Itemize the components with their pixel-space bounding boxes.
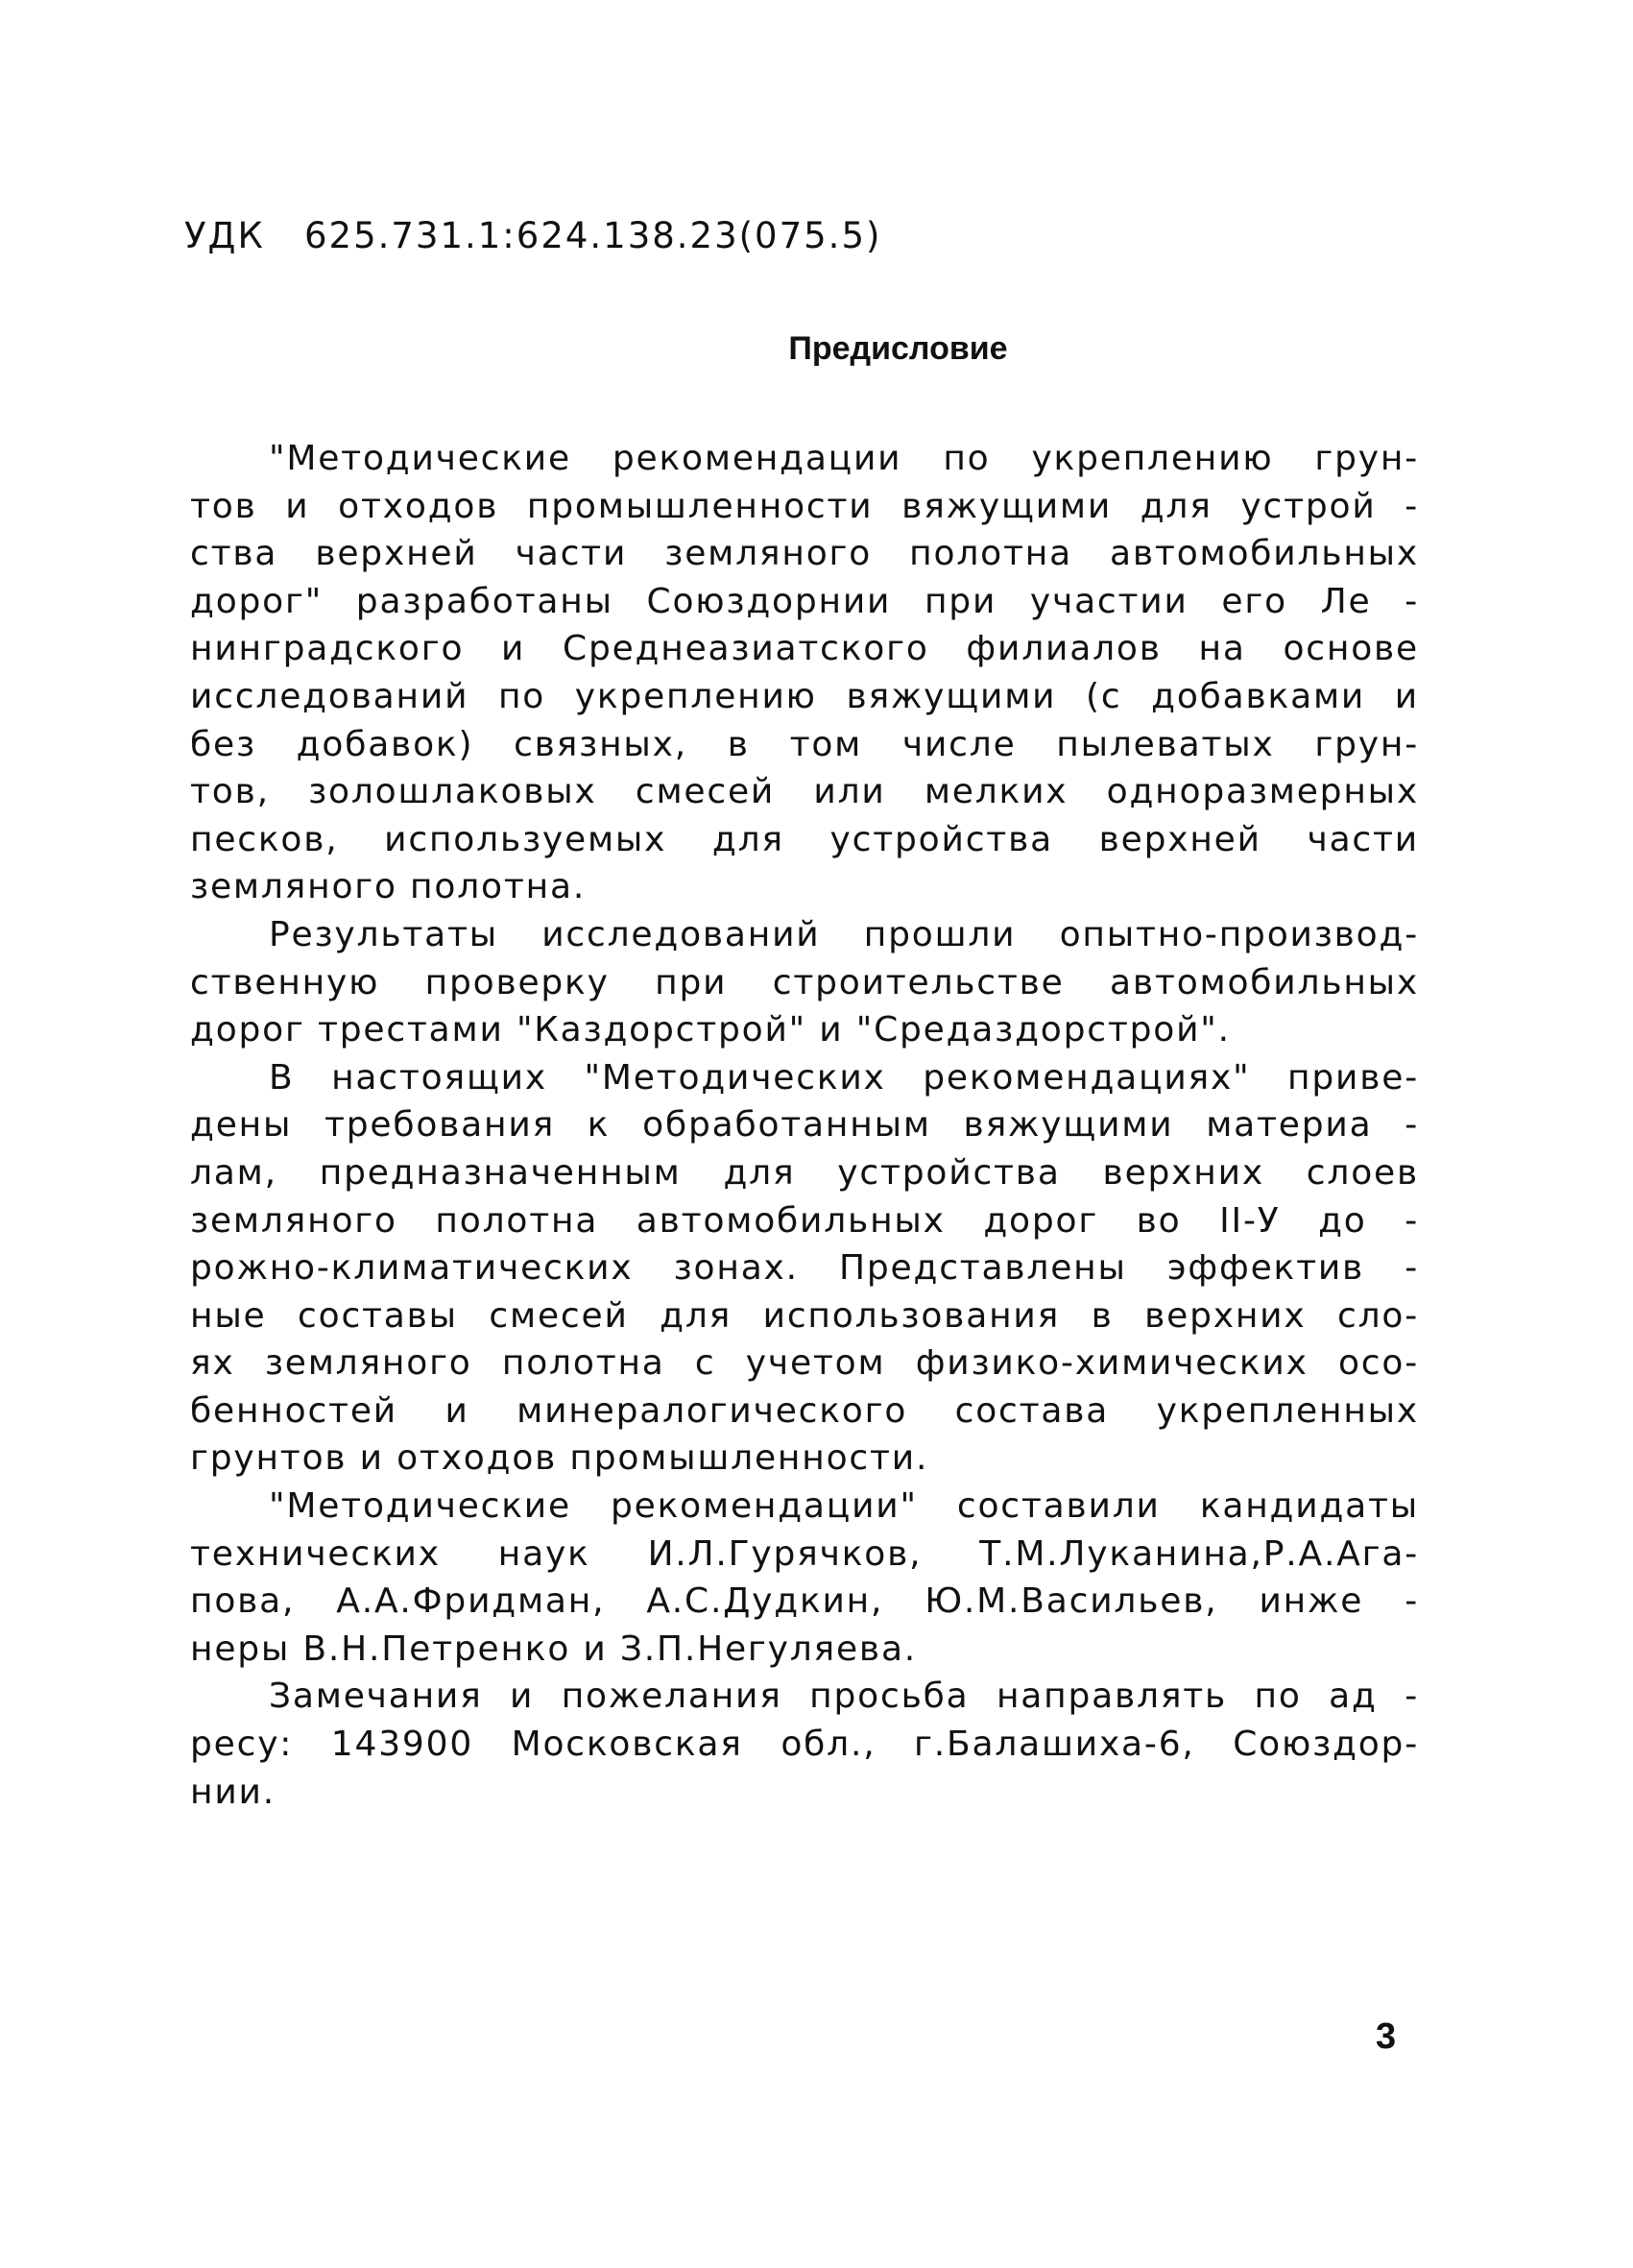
text-line: Результаты исследований прошли опытно-производ- [269,914,1419,954]
text-line: дорог трестами "Каздорстрой" и "Средаздорстрой". [190,1010,1231,1050]
text-line: бенностей и минералогического состава укрепленных [190,1390,1419,1431]
text-line: земляного полотна автомобильных дорог во II-У до - [190,1200,1419,1241]
text-line: технических наук И.Л.Гурячков, Т.М.Луканина,Р.А.Ага- [190,1533,1419,1574]
text-line: дорог" разработаны Союздорнии при участии его Ле - [190,581,1419,621]
paragraph-4 [190,1483,1419,1673]
page-number: 3 [1376,2016,1397,2057]
text-line: тов и отходов промышленности вяжущими для устрой - [190,486,1419,526]
text-line: ственную проверку при строительстве автомобильных [190,962,1419,1002]
text-line: пова, А.А.Фридман, А.С.Дудкин, Ю.М.Васильев, инже - [190,1581,1419,1622]
text-line: ства верхней части земляного полотна автомобильных [190,534,1419,574]
udk-code: УДК 625.731.1:624.138.23(075.5) [184,215,882,256]
text-line: тов, золошлаковых смесей или мелких одноразмерных [190,772,1419,812]
text-line: "Методические рекомендации" составили кандидаты [269,1486,1419,1527]
paragraph-2 [190,911,1419,1054]
text-line: нинградского и Среднеазиатского филиалов на основе [190,629,1419,669]
text-line: земляного полотна. [190,867,587,907]
text-line: дены требования к обработанным вяжущими материа - [190,1105,1419,1146]
text-line: без добавок) связных, в том числе пылеватых грун- [190,724,1419,764]
text-line: неры В.Н.Петренко и З.П.Негуляева. [190,1629,918,1669]
page-title: Предисловие [788,330,1008,367]
text-line: лам, предназначенным для устройства верхних слоев [190,1152,1419,1193]
text-line: Замечания и пожелания просьба направлять по ад - [269,1677,1419,1717]
preface-text [190,435,1419,1816]
text-line: исследований по укреплению вяжущими (с добавками и [190,676,1419,716]
text-line: "Методические рекомендации по укреплению грун- [269,439,1419,478]
text-line: ях земляного полотна с учетом физико-химических осо- [190,1343,1419,1384]
text-line: В настоящих "Методических рекомендациях" приве- [269,1057,1419,1098]
text-line: грунтов и отходов промышленности. [190,1438,929,1479]
paragraph-1 [190,435,1419,911]
text-line: ресу: 143900 Московская обл., г.Балашиха-6, Союздор- [190,1725,1419,1765]
text-line: песков, используемых для устройства верхней части [190,819,1419,859]
paragraph-5 [190,1673,1419,1816]
text-line: ные составы смесей для использования в верхних сло- [190,1295,1419,1336]
paragraph-3 [190,1054,1419,1483]
text-line: нии. [190,1772,276,1812]
text-line: рожно-климатических зонах. Представлены эффектив - [190,1248,1419,1289]
